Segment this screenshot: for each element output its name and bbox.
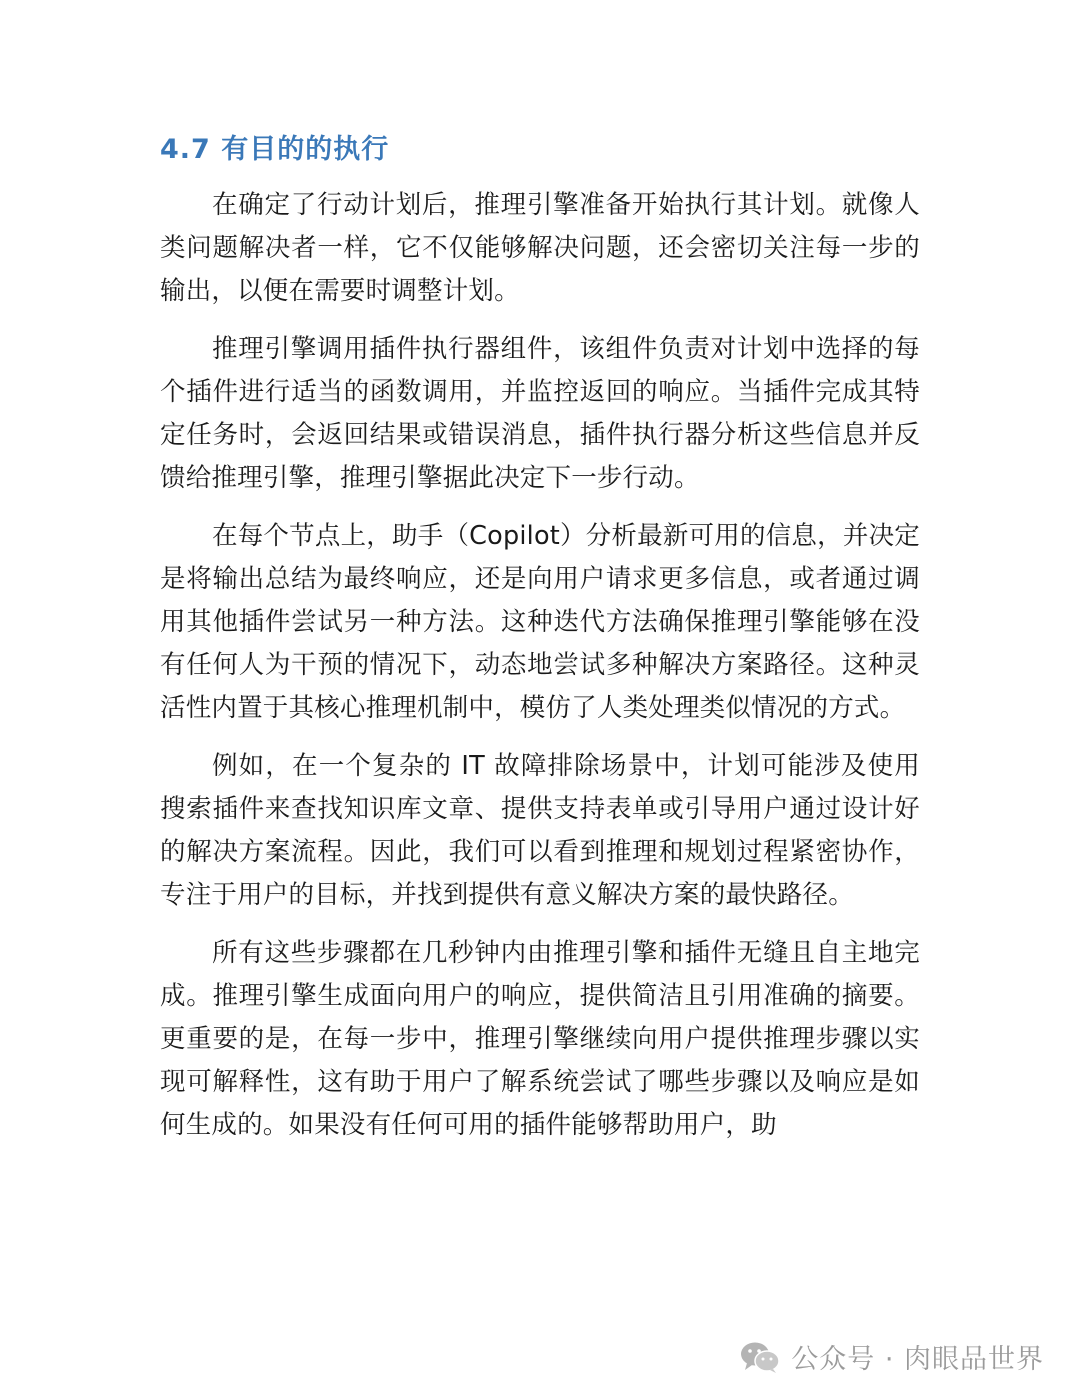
paragraph-5: 所有这些步骤都在几秒钟内由推理引擎和插件无缝且自主地完成。推理引擎生成面向用户的响应，提供简洁且引用准确的摘要。更重要的是，在每一步中，推理引擎继续向用户提供推理步骤以实现可解释性，这有助于用户了解系统尝试了哪些步骤以及响应是如何生成的。如果没有任何可用的插件能够帮助用户，助 bbox=[160, 938, 920, 1140]
section-title: 4.7 有目的的执行 bbox=[160, 134, 390, 165]
watermark-text: 公众号 · 肉眼品世界 bbox=[791, 1344, 1044, 1375]
watermark bbox=[739, 1337, 1044, 1376]
paragraph-3: 在每个节点上，助手（Copilot）分析最新可用的信息，并决定是将输出总结为最终响应，还是向用户请求更多信息，或者通过调用其他插件尝试另一种方法。这种迭代方法确保推理引擎能够在没有任何人为干预的情况下，动态地尝试多种解决方案路径。这种灵活性内置于其核心推理机制中，模仿了人类处理类似情况的方式。 bbox=[160, 521, 920, 723]
paragraph-1: 在确定了行动计划后，推理引擎准备开始执行其计划。就像人类问题解决者一样，它不仅能够解决问题，还会密切关注每一步的输出，以便在需要时调整计划。 bbox=[160, 190, 920, 306]
document-page bbox=[160, 120, 920, 1162]
paragraph-2: 推理引擎调用插件执行器组件，该组件负责对计划中选择的每个插件进行适当的函数调用，并监控返回的响应。当插件完成其特定任务时，会返回结果或错误消息，插件执行器分析这些信息并反馈给推理引擎，推理引擎据此决定下一步行动。 bbox=[160, 334, 920, 493]
paragraph-4: 例如，在一个复杂的 IT 故障排除场景中，计划可能涉及使用搜索插件来查找知识库文章、提供支持表单或引导用户通过设计好的解决方案流程。因此，我们可以看到推理和规划过程紧密协作，专注于用户的目标，并找到提供有意义解决方案的最快路径。 bbox=[160, 751, 920, 910]
wechat-icon bbox=[739, 1340, 781, 1374]
